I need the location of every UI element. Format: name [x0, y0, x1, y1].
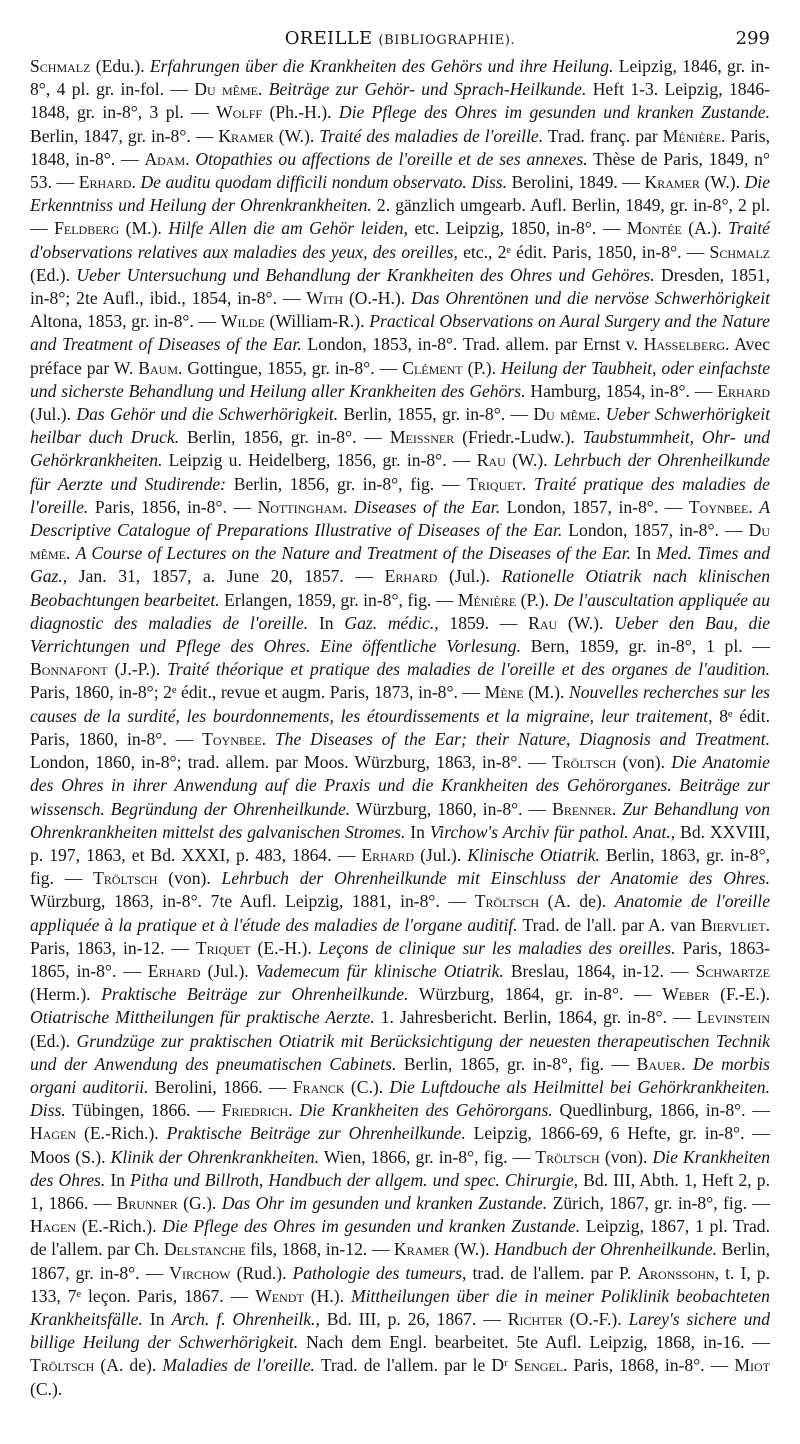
citation-text: London, 1857, in-8°. —: [562, 520, 749, 541]
citation-text: 1859. —: [438, 612, 529, 633]
citation-text: . Gottingue, 1855, gr. in-8°. —: [178, 357, 403, 378]
citation-text: Breslau, 1864, in-12. —: [503, 960, 696, 981]
citation-text: (Ph.-H.).: [262, 102, 339, 123]
work-title: Praktische Beiträge zur Ohrenheilkunde.: [166, 1123, 466, 1144]
author-name: Biervliet: [700, 914, 766, 935]
work-title: Rationelle Otiatrik nach klinischen Beobachtungen bearbeitet.: [30, 566, 770, 610]
author-name: Kramer: [218, 125, 274, 146]
work-title: Erfahrungen über die Krankheiten des Gehörs und ihre Heilung.: [149, 56, 614, 76]
citation-text: (Herm.).: [30, 984, 102, 1005]
citation-text: (W.).: [557, 612, 615, 633]
citation-text: Leipzig, 1846, gr. in-8°, 4 pl. gr. in-fol. —: [30, 56, 770, 100]
work-title: Heilung der Taubheit, oder einfachste und sicherste Behandlung und Heilung aller Krankheiten des Gehörs.: [30, 357, 771, 401]
work-title: Traité pratique des maladies de l'oreille.: [30, 473, 770, 517]
citation-text: Quedlinburg, 1866, in-8°. —: [552, 1100, 770, 1121]
work-title: Die Krankheiten des Gehörorgans.: [299, 1100, 553, 1121]
citation-text: Wien, 1866, gr. in-8°, fig. —: [319, 1146, 536, 1167]
work-title: Die Luftdouche als Heilmittel bei Gehörkrankheiten. Diss.: [30, 1076, 770, 1121]
citation-text: .: [131, 172, 141, 193]
citation-text: Berlin, 1856, gr. in-8°, fig. —: [226, 473, 468, 494]
work-title: Traité d'observations relatives aux maladies des yeux, des oreilles,: [30, 218, 770, 262]
work-title: Traité des maladies de l'oreille.: [319, 125, 544, 146]
citation-text: .: [66, 543, 76, 564]
citation-text: (J.-P.).: [107, 659, 168, 680]
citation-text: (M.).: [523, 682, 569, 703]
citation-text: .: [611, 798, 623, 819]
citation-text: 2. gänzlich umgearb. Aufl. Berlin, 1849, gr. in-8°, 2 pl. —: [30, 195, 770, 239]
work-title: Otiatrische Mittheilungen für praktische Aerzte.: [30, 1007, 375, 1028]
citation-text: Heft 1-3. Leipzig, 1846-1848, gr. in-8°, 3 pl. —: [30, 79, 771, 123]
author-name: Erhard: [78, 172, 132, 193]
citation-text: (Rud.).: [230, 1262, 293, 1283]
citation-text: (von).: [157, 868, 222, 889]
work-title: Pitha und Billroth, Handbuch der allgem. und spec. Chirurgie,: [130, 1169, 579, 1190]
author-name: Virchow: [169, 1262, 231, 1283]
citation-text: Nach dem Engl. bearbeitet. 5te Aufl. Leipzig, 1868, in-16. —: [298, 1332, 770, 1353]
work-title: Lehrbuch der Ohrenheilkunde für Aerzte und Studirende:: [30, 450, 770, 494]
author-name: Friedrich: [221, 1100, 289, 1121]
citation-text: London, 1857, in-8°. —: [500, 496, 689, 517]
citation-text: (W.).: [449, 1239, 495, 1260]
citation-text: . Paris, 1868, in-8°. —: [563, 1355, 735, 1376]
citation-text: Berlin, 1865, gr. in-8°, fig. —: [396, 1053, 637, 1074]
work-title: Vademecum für klinische Otiatrik.: [255, 960, 504, 981]
citation-text: (O.-F.).: [562, 1308, 629, 1329]
citation-text: (Jul.).: [200, 960, 256, 981]
citation-text: Bd. III, p. 26, 1867. —: [319, 1308, 508, 1329]
citation-text: .: [748, 496, 760, 517]
citation-text: (von).: [599, 1146, 653, 1167]
work-title: Ueber Untersuchung und Behandlung der Krankheiten des Ohres und Gehöres.: [76, 264, 655, 285]
author-name: With: [306, 288, 344, 309]
author-name: Tröltsch: [30, 1355, 95, 1376]
citation-text: , t. I, p. 133, 7ᵉ leçon. Paris, 1867. —: [30, 1262, 771, 1306]
work-title: Ueber den Bau, die Verrichtungen und Pflege des Ohres. Eine öffentliche Vorlesung.: [30, 612, 771, 657]
author-name: Tröltsch: [474, 891, 540, 912]
citation-text: In: [308, 612, 345, 633]
work-title: Mittheilungen über die in meiner Poliklinik beobachteten Krankheitsfälle.: [30, 1285, 770, 1329]
author-name: Bauer: [636, 1053, 682, 1074]
citation-text: 8ᵉ édit. Paris, 1860, in-8°. —: [30, 705, 771, 749]
running-header: [30, 28, 770, 50]
author-name: Du même: [194, 79, 258, 100]
citation-text: .: [185, 148, 196, 169]
author-name: Miot: [734, 1355, 771, 1376]
citation-text: Tübingen, 1866. —: [65, 1100, 222, 1121]
citation-text: etc., 2ᵉ édit. Paris, 1850, in-8°. —: [457, 241, 710, 262]
work-title: Practical Observations on Aural Surgery and the Nature and Treatment of Diseases of the Ear.: [30, 311, 770, 355]
citation-text: Hamburg, 1854, in-8°. —: [525, 380, 718, 401]
author-name: Feldberg: [54, 218, 120, 239]
work-title: Virchow's Archiv für pathol. Anat.,: [429, 821, 676, 842]
citation-text: London, 1853, in-8°. Trad. allem. par Ernst v.: [301, 334, 644, 355]
work-title: The Diseases of the Ear; their Nature, Diagnosis and Treatment.: [274, 728, 771, 749]
running-title-main: OREILLE: [284, 28, 373, 49]
citation-text: Leipzig u. Heidelberg, 1856, gr. in-8°. —: [162, 450, 477, 471]
work-title: Das Ohr im gesunden und kranken Zustande.: [221, 1192, 548, 1213]
citation-text: (C.).: [344, 1076, 390, 1097]
citation-text: Berlin, 1867, gr. in-8°. —: [30, 1239, 771, 1283]
citation-text: London, 1860, in-8°; trad. allem. par Moos. Würzburg, 1863, in-8°. —: [30, 752, 552, 773]
citation-text: (W.).: [505, 450, 554, 471]
citation-text: Würzburg, 1863, in-8°. 7te Aufl. Leipzig, 1881, in-8°. —: [30, 891, 475, 912]
citation-text: (A. de).: [94, 1355, 163, 1376]
citation-text: Berlin, 1863, gr. in-8°, fig. —: [30, 844, 771, 889]
work-title: Leçons de clinique sur les maladies des oreilles.: [318, 937, 676, 958]
citation-text: Paris, 1860, in-8°; 2ᵉ édit., revue et augm. Paris, 1873, in-8°. —: [30, 682, 485, 703]
author-name: Adam: [144, 148, 186, 169]
author-name: Tröltsch: [551, 752, 617, 773]
author-name: Kramer: [394, 1239, 450, 1260]
citation-text: (G.).: [177, 1192, 222, 1213]
citation-text: .: [288, 1100, 300, 1121]
citation-text: Erlangen, 1859, gr. in-8°, fig. —: [219, 589, 458, 610]
work-title: Die Pflege des Ohres im gesunden und kranken Zustande.: [162, 1216, 581, 1237]
author-name: Sengel: [513, 1355, 564, 1376]
author-name: Triquet: [195, 937, 251, 958]
author-name: Montée: [626, 218, 682, 239]
author-name: Schmalz: [30, 56, 91, 76]
citation-text: Paris, 1856, in-8°. —: [88, 496, 258, 517]
work-title: Handbuch der Ohrenheilkunde.: [494, 1239, 718, 1260]
author-name: Baum: [138, 357, 179, 378]
author-name: Du même: [533, 404, 597, 425]
citation-text: Berolini, 1849. —: [507, 172, 645, 193]
citation-text: . Avec préface par W.: [30, 334, 771, 378]
citation-text: 1. Jahresbericht. Berlin, 1864, gr. in-8°. —: [374, 1007, 697, 1028]
citation-text: Jan. 31, 1857, a. June 20, 1857. —: [67, 566, 385, 587]
citation-text: (H.).: [303, 1285, 351, 1306]
work-title: De auditu quodam difficili nondum observato. Diss.: [140, 172, 508, 193]
author-name: Toynbee: [202, 728, 262, 749]
author-name: Hagen: [30, 1123, 77, 1144]
author-name: Richter: [507, 1308, 563, 1329]
author-name: Ménière: [662, 125, 722, 146]
citation-text: .: [596, 404, 606, 425]
citation-text: (von).: [616, 752, 672, 773]
citation-text: (C.).: [30, 1378, 63, 1399]
work-title: Larey's sichere und billige Heilung der Schwerhörigkeit.: [30, 1308, 771, 1353]
citation-text: (Ed.).: [30, 264, 77, 285]
citation-text: .: [261, 728, 275, 749]
work-title: Die Pflege des Ohres im gesunden und kranken Zustande.: [338, 102, 770, 123]
work-title: Traité théorique et pratique des maladies de l'oreille et des organes de l'audition.: [167, 659, 770, 680]
work-title: Das Ohrentönen und die nervöse Schwerhörigkeit: [411, 288, 771, 309]
author-name: Triquet: [467, 473, 522, 494]
work-title: Die Erkenntniss und Heilung der Ohrenkrankheiten.: [30, 172, 770, 216]
citation-text: Trad. franç. par: [543, 125, 663, 146]
author-name: Hasselberg: [643, 334, 726, 355]
citation-text: (E.-Rich.).: [76, 1216, 163, 1237]
page-number: 299: [735, 28, 770, 49]
author-name: Wilde: [220, 311, 265, 332]
citation-text: . Paris, 1848, in-8°. —: [30, 125, 770, 169]
author-name: Delstanche: [163, 1239, 246, 1260]
citation-text: fils, 1868, in-12. —: [245, 1239, 395, 1260]
citation-text: Berlin, 1847, gr. in-8°. —: [30, 125, 219, 146]
citation-text: Berlin, 1855, gr. in-8°. —: [338, 404, 534, 425]
author-name: Schwartze: [695, 960, 770, 981]
work-title: Die Anatomie des Ohres in ihrer Anwendung auf die Praxis und die Krankheiten des Gehörorganes. Beiträge zur wissensch. Begründung der Ohrenheilkunde.: [30, 752, 770, 819]
citation-text: Trad. de l'allem. par le Dʳ: [314, 1355, 514, 1376]
work-title: Nouvelles recherches sur les causes de la surdité, les bourdonnements, les étourdissements et la migraine, leur traitement,: [30, 682, 771, 726]
citation-text: Thèse de Paris, 1849, n° 53. —: [30, 148, 771, 193]
citation-text: (Jul.).: [437, 566, 502, 587]
author-name: Bonnafont: [30, 659, 108, 680]
author-name: Toynbee: [688, 496, 749, 517]
citation-text: Würzburg, 1864, gr. in-8°. —: [408, 984, 663, 1005]
citation-text: .: [342, 496, 354, 517]
citation-text: (W.).: [699, 172, 745, 193]
work-title: Otopathies ou affections de l'oreille et de ses annexes.: [195, 148, 588, 169]
author-name: Kramer: [644, 172, 700, 193]
author-name: Brunner: [116, 1192, 178, 1213]
author-name: Wendt: [255, 1285, 304, 1306]
citation-text: Paris, 1863-1865, in-8°. —: [30, 937, 770, 981]
author-name: Du même: [30, 520, 770, 564]
citation-text: Würzburg, 1860, in-8°. —: [350, 798, 553, 819]
running-title: [30, 28, 770, 49]
author-name: Ménière: [457, 589, 517, 610]
author-name: Hagen: [30, 1216, 77, 1237]
work-title: De morbis organi auditorii.: [30, 1053, 770, 1097]
author-name: Tröltsch: [93, 868, 158, 889]
citation-text: (P.).: [462, 357, 501, 378]
citation-text: etc. Leipzig, 1850, in-8°. —: [408, 218, 627, 239]
work-title: De l'auscultation appliquée au diagnostic des maladies de l'oreille.: [30, 589, 770, 633]
work-title: Hilfe Allen die am Gehör leiden,: [168, 218, 408, 239]
author-name: Nottingham: [257, 496, 343, 517]
author-name: Erhard: [361, 844, 415, 865]
work-title: Pathologie des tumeurs,: [292, 1262, 467, 1283]
work-title: Ueber Schwerhörigkeit heilbar duch Druck.: [30, 404, 770, 448]
work-title: Klinik der Ohrenkrankheiten.: [110, 1146, 320, 1167]
work-title: Anatomie de l'oreille appliquée à la pratique et à l'étude des maladies de l'organe auditif.: [30, 891, 771, 935]
citation-text: (M.).: [119, 218, 169, 239]
author-name: Rau: [476, 450, 506, 471]
author-name: Erhard: [384, 566, 438, 587]
bibliography-text: [30, 55, 770, 1401]
work-title: A Course of Lectures on the Nature and Treatment of the Diseases of the Ear.: [75, 543, 631, 564]
citation-text: . Paris, 1863, in-12. —: [30, 914, 770, 958]
author-name: Weber: [662, 984, 710, 1005]
work-title: Diseases of the Ear.: [353, 496, 501, 517]
citation-text: (E.-Rich.).: [76, 1123, 167, 1144]
author-name: Franck: [292, 1076, 345, 1097]
citation-text: Bd. XXVIII, p. 197, 1863, et Bd. XXXI, p. 483, 1864. —: [30, 821, 770, 865]
citation-text: (Friedr.-Ludw.).: [454, 427, 583, 448]
work-title: Zur Behandlung von Ohrenkrankheiten mittelst des galvanischen Stromes.: [30, 798, 771, 842]
citation-text: In: [405, 821, 430, 842]
work-title: Taubstummheit, Ohr- und Gehörkrankheiten.: [30, 427, 771, 471]
citation-text: (Jul.).: [414, 844, 468, 865]
citation-text: Berolini, 1866. —: [148, 1076, 293, 1097]
author-name: Aronssohn: [637, 1262, 715, 1283]
citation-text: .: [521, 473, 535, 494]
citation-text: In: [142, 1308, 172, 1329]
work-title: Maladies de l'oreille.: [162, 1355, 315, 1376]
citation-text: Leipzig, 1866-69, 6 Hefte, gr. in-8°. — Moos (S.).: [30, 1123, 770, 1167]
author-name: Erhard: [717, 380, 770, 401]
citation-text: .: [258, 79, 269, 100]
citation-text: trad. de l'allem. par P.: [466, 1262, 638, 1283]
citation-text: Trad. de l'all. par A. van: [517, 914, 701, 935]
author-name: Mène: [484, 682, 524, 703]
citation-text: (O.-H.).: [343, 288, 412, 309]
work-title: Das Gehör und die Schwerhörigkeit.: [76, 404, 339, 425]
work-title: Praktische Beiträge zur Ohrenheilkunde.: [101, 984, 409, 1005]
citation-text: In: [631, 543, 657, 564]
citation-text: (E.-H.).: [250, 937, 319, 958]
citation-text: Bern, 1859, gr. in-8°, 1 pl. —: [520, 636, 770, 657]
citation-text: Leipzig, 1867, 1 pl. Trad. de l'allem. par Ch.: [30, 1216, 770, 1260]
work-title: Med. Times and Gaz.,: [30, 543, 770, 587]
citation-text: (William-R.).: [264, 311, 370, 332]
citation-text: (Edu.).: [90, 56, 150, 76]
author-name: Meissner: [389, 427, 455, 448]
citation-text: Bd. III, Abth. 1, Heft 2, p. 1, 1866. —: [30, 1169, 770, 1213]
author-name: Clément: [402, 357, 463, 378]
citation-text: (P.).: [516, 589, 554, 610]
author-name: Tröltsch: [535, 1146, 600, 1167]
author-name: Erhard: [147, 960, 201, 981]
citation-text: (F.-E.).: [709, 984, 770, 1005]
work-title: Grundzüge zur praktischen Otiatrik mit Berücksichtigung der neuesten therapeutischen Technik und der Anwendung des pneumatischen Cabinets.: [30, 1030, 770, 1074]
work-title: Arch. f. Ohrenheilk.,: [171, 1308, 320, 1329]
citation-text: (Ed.).: [30, 1030, 77, 1051]
work-title: Klinische Otiatrik.: [467, 844, 600, 865]
citation-text: Dresden, 1851, in-8°; 2te Aufl., ibid., 1854, in-8°. —: [30, 264, 770, 309]
work-title: Die Krankheiten des Ohres.: [30, 1146, 770, 1190]
citation-text: (A.).: [681, 218, 728, 239]
citation-text: (Jul.).: [30, 404, 77, 425]
citation-text: Altona, 1853, gr. in-8°. —: [30, 311, 221, 332]
citation-text: Zürich, 1867, gr. in-8°, fig. —: [547, 1192, 770, 1213]
work-title: A Descriptive Catalogue of Preparations Illustrative of Diseases of the Ear.: [30, 496, 771, 541]
author-name: Brenner: [552, 798, 612, 819]
citation-text: (W.).: [273, 125, 320, 146]
running-title-subtitle: (BIBLIOGRAPHIE).: [378, 33, 516, 48]
citation-text: Berlin, 1856, gr. in-8°. —: [179, 427, 390, 448]
work-title: Lehrbuch der Ohrenheilkunde mit Einschluss der Anatomie des Ohres.: [221, 868, 770, 889]
citation-text: (A. de).: [539, 891, 615, 912]
author-name: Levinstein: [696, 1007, 770, 1028]
citation-text: .: [681, 1053, 694, 1074]
citation-text: In: [105, 1169, 131, 1190]
work-title: Beiträge zur Gehör- und Sprach-Heilkunde.: [268, 79, 587, 100]
work-title: Gaz. médic.,: [344, 612, 439, 633]
author-name: Rau: [528, 612, 558, 633]
author-name: Schmalz: [709, 241, 770, 262]
author-name: Wolff: [216, 102, 263, 123]
